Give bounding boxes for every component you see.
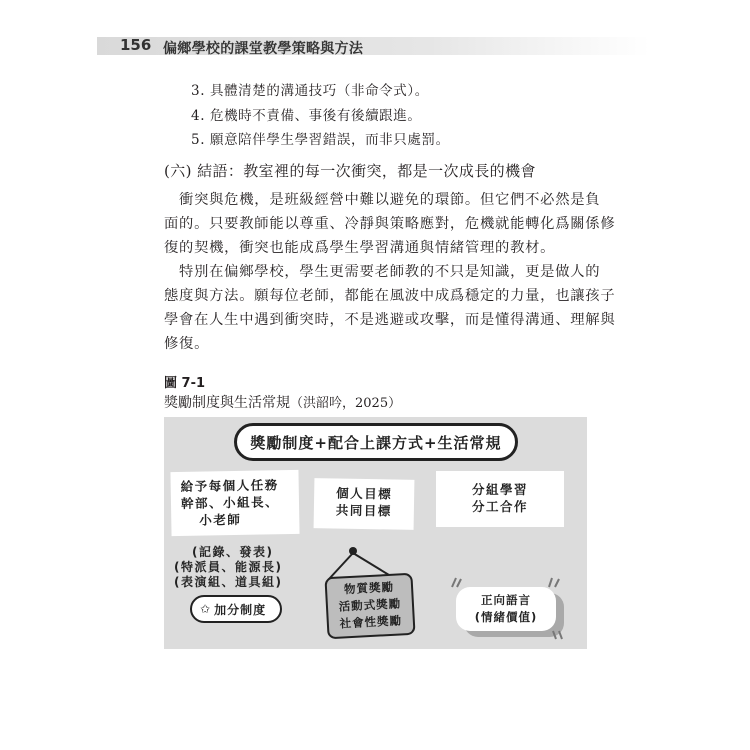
tasks-note-line: 幹部、小組長、	[180, 494, 280, 511]
book-title: 偏鄉學校的課堂教學策略與方法	[163, 41, 364, 57]
points-label: 加分制度	[214, 602, 267, 617]
list-item-3: 3. 具體清楚的溝通技巧（非命令式）。	[191, 83, 429, 99]
paragraph-1-line-2: 面的。只要教師能以尊重、冷靜與策略應對，危機就能轉化爲關係修	[164, 216, 616, 232]
page-number: 156	[120, 36, 152, 54]
star-icon: ✩	[200, 602, 212, 616]
sign-line: 物質獎勵	[343, 579, 395, 597]
sparkle-icon	[450, 575, 464, 589]
role-line: (表演組、道具組)	[174, 575, 283, 589]
paragraph-2-line-2: 態度與方法。願每位老師，都能在風波中成爲穩定的力量，也讓孩子	[164, 288, 616, 304]
list-item-4: 4. 危機時不責備、事後有後續跟進。	[191, 108, 422, 124]
tasks-note	[170, 470, 299, 536]
points-system-pill	[190, 595, 282, 623]
group-note-line: 分組學習	[471, 482, 528, 497]
figure-caption-text: 獎勵制度與生活常規	[164, 395, 290, 411]
section-title: 結語：教室裡的每一次衝突，都是一次成長的機會	[197, 162, 536, 180]
figure-caption	[164, 392, 401, 412]
paragraph-2-line-3: 學會在人生中遇到衝突時，不是逃避或攻擊，而是懂得溝通、理解與	[164, 312, 616, 328]
goals-note	[314, 478, 415, 530]
section-marker: (六)	[164, 162, 192, 180]
tasks-note-line: 給予每個人任務	[180, 477, 279, 494]
bubble-line: (情緒價值)	[474, 610, 538, 624]
paragraph-2-line-4: 修復。	[164, 336, 210, 352]
section-heading	[164, 160, 536, 181]
roles-list	[174, 545, 282, 590]
goals-note-line: 個人目標	[336, 485, 393, 502]
goals-note-line: 共同目標	[335, 502, 393, 519]
paragraph-1-line-3: 復的契機，衝突也能成爲學生學習溝通與情緒管理的教材。	[164, 240, 556, 256]
sparkle-icon	[550, 629, 566, 641]
role-line: (記錄、發表)	[192, 545, 274, 559]
figure-illustration	[164, 417, 587, 649]
figure-banner: 獎勵制度+配合上課方式+生活常規	[234, 423, 518, 461]
sign-line: 社會性獎勵	[339, 613, 403, 631]
figure-label: 圖 7-1	[164, 376, 206, 391]
sign-line: 活動式獎勵	[338, 596, 402, 614]
sparkle-icon	[546, 575, 562, 589]
group-note	[436, 471, 564, 527]
group-note-line: 分工合作	[471, 499, 528, 514]
paragraph-1-line-1: 衝突與危機，是班級經營中難以避免的環節。但它們不必然是負	[164, 192, 601, 208]
bubble-line: 正向語言	[481, 593, 531, 607]
list-item-5: 5. 願意陪伴學生學習錯誤，而非只處罰。	[191, 132, 450, 148]
paragraph-2-line-1: 特別在偏鄉學校，學生更需要老師教的不只是知識，更是做人的	[164, 264, 601, 280]
positive-language-bubble	[456, 587, 556, 631]
rewards-sign	[324, 573, 415, 640]
tasks-note-line: 小老師	[199, 511, 242, 528]
figure-citation: （洪韶吟，2025）	[290, 396, 402, 411]
role-line: (特派員、能源長)	[174, 560, 283, 574]
